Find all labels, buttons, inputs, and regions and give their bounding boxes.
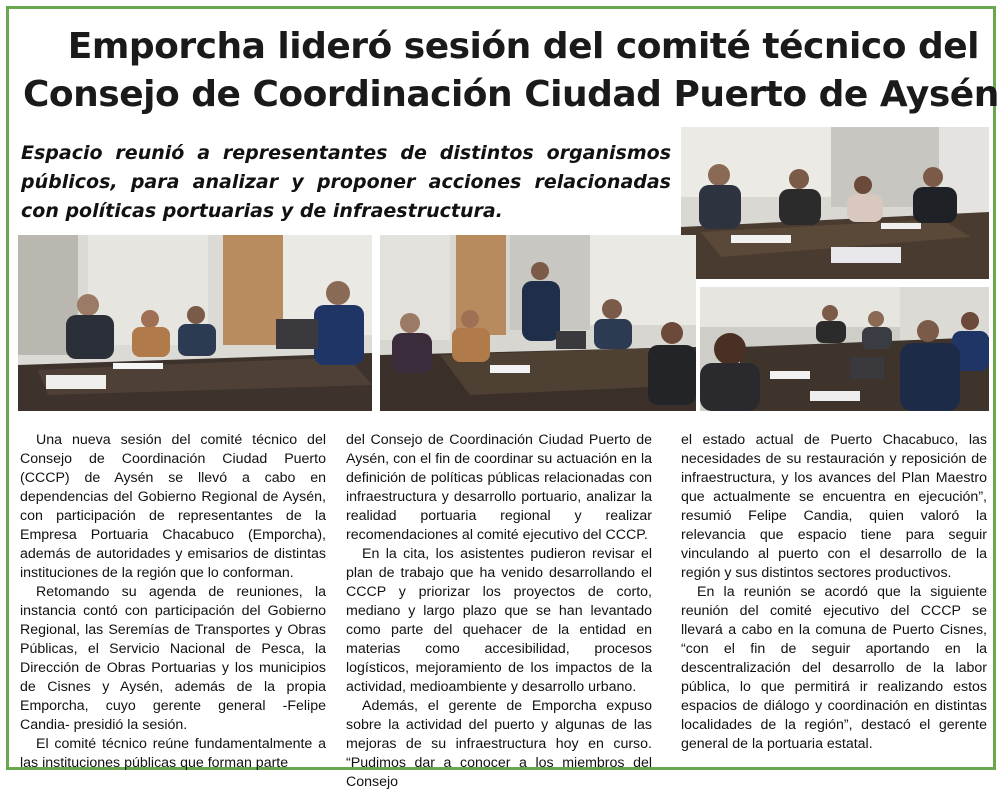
paragraph: Una nueva sesión del comité técnico del Consejo de Coordinación Ciudad Puerto (CCCP) de Aysén se llevó a cabo en dependencias del Gobierno Regional de Aysén, con participación de representantes de la Empresa Portuaria Chacabuco (Emporcha), además de autoridades y emisarios de distintas instituciones de la región que lo conforman. [20,432,326,581]
headline-line-2: Consejo de Coordinación Ciudad Puerto de Aysén [23,74,999,115]
photo-meeting-center [380,235,696,411]
article-column-2 [346,431,652,790]
paragraph: Retomando su agenda de reuniones, la instancia contó con participación del Gobierno Regional, las Seremías de Transportes y Obras Públicas, el Servicio Nacional de Pesca, la Dirección de Obras Portuarias y los municipios de Cisnes y Aysén, además de la propia Emporcha, cuyo gerente general -Felipe Candia- presidió la sesión. [20,584,326,733]
article-frame [6,6,999,790]
paragraph: El comité técnico reúne fundamentalmente a las instituciones públicas que forman parte [20,736,326,771]
article-column-1 [20,431,326,771]
subtitle: Espacio reunió a representantes de distintos organismos públicos, para analizar y proponer acciones relacionadas con políticas portuarias y de infraestructura. [21,142,671,222]
photo-meeting-top-right [681,127,989,279]
photo-meeting-right-bottom [700,287,989,411]
paragraph: del Consejo de Coordinación Ciudad Puerto de Aysén, con el fin de coordinar su actuación en la definición de políticas públicas relacionadas con infraestructura y desarrollo portuario, analizar la realidad portuaria regional y realizar recomendaciones al comité ejecutivo del CCCP. [346,432,652,543]
article-column-3 [681,431,987,761]
paragraph: En la cita, los asistentes pudieron revisar el plan de trabajo que ha venido desarrollando el CCCP y priorizar los proyectos de corto, mediano y largo plazo que se han levantado como parte del quehacer de la entidad en materias como accesibilidad, procesos logísticos, mejoramiento de los impactos de la actividad, medioambiente y desarrollo urbano. [346,546,652,695]
paragraph: Además, el gerente de Emporcha expuso sobre la actividad del puerto y algunas de las mejoras de su infraestructura hoy en curso. “Pudimos dar a conocer a los miembros del Consejo [346,698,652,790]
photo-meeting-left [18,235,372,411]
paragraph: el estado actual de Puerto Chacabuco, las necesidades de su restauración y reposición de infraestructura, y los avances del Plan Maestro que actualmente se encuentra en ejecución”, resumió Felipe Candia, quien valoró la relevancia que espacio tiene para seguir vinculando al puerto con el desarrollo de la región y sus distintos sectores productivos. [681,432,987,581]
headline [23,23,999,119]
headline-line-1: Emporcha lideró sesión del comité técnico del [67,26,979,67]
paragraph: En la reunión se acordó que la siguiente reunión del comité ejecutivo del CCCP se llevará a cabo en la comuna de Puerto Cisnes, “con el fin de seguir aportando en la descentralización del desarrollo de la labor pública, lo que permitirá ir realizando estos espacios de diálogo y coordinación en distintas localidades de la región”, destacó el gerente general de la portuaria estatal. [681,584,987,752]
